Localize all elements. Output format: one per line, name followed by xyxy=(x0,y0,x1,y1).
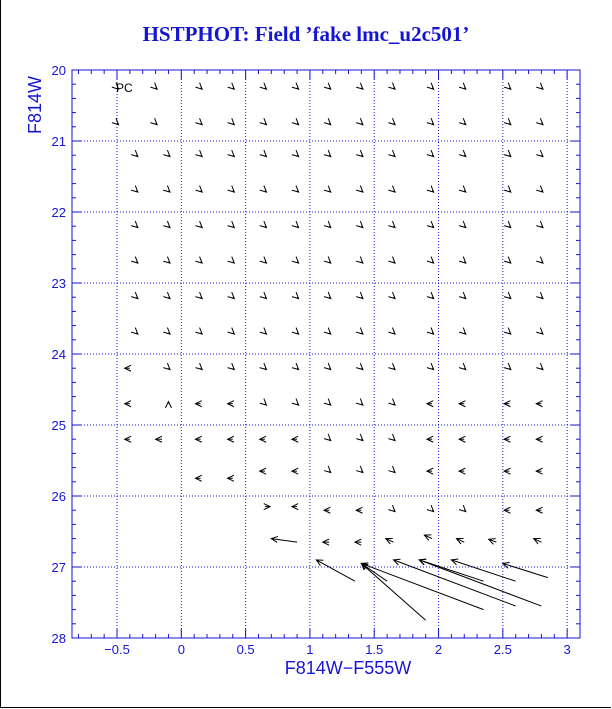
vector-arrow xyxy=(419,559,483,581)
vector-arrow xyxy=(504,363,511,370)
vector-arrow xyxy=(260,221,267,228)
vector-arrow xyxy=(427,150,434,157)
vector-arrow xyxy=(195,436,201,442)
vector-arrow xyxy=(316,560,355,581)
vector-arrow xyxy=(459,186,466,193)
vector-arrow xyxy=(388,434,395,441)
vector-arrow xyxy=(536,292,543,299)
x-tick-label: −0.5 xyxy=(104,642,130,657)
vector-arrow xyxy=(260,257,267,264)
vector-arrow xyxy=(459,257,466,264)
vector-arrow xyxy=(536,150,543,157)
vector-arrow xyxy=(427,468,433,474)
vector-arrow xyxy=(427,436,433,442)
vector-arrow xyxy=(427,186,434,193)
vector-arrow xyxy=(536,257,543,264)
vector-arrow xyxy=(195,150,202,157)
vector-arrow xyxy=(534,538,542,544)
vector-arrow xyxy=(228,328,235,335)
vector-arrow xyxy=(195,221,202,228)
vector-arrow xyxy=(112,118,119,125)
vector-arrow xyxy=(536,328,543,335)
vector-arrow xyxy=(163,221,170,228)
vector-arrow xyxy=(195,328,202,335)
vector-arrow xyxy=(504,328,511,335)
vector-arrow xyxy=(536,468,542,474)
vector-arrow xyxy=(356,150,363,157)
vector-arrow xyxy=(195,83,202,90)
vector-arrow xyxy=(324,363,331,370)
vector-arrow xyxy=(131,221,138,228)
vector-arrow xyxy=(356,328,363,335)
panel-label: PC xyxy=(116,81,133,95)
vector-shaft xyxy=(361,563,387,581)
vector-arrow xyxy=(457,538,465,544)
vector-arrow xyxy=(271,536,297,542)
vector-arrow xyxy=(292,504,298,510)
vector-arrow xyxy=(260,150,267,157)
vector-arrow xyxy=(163,292,170,299)
vector-arrow xyxy=(536,221,543,228)
vector-arrow xyxy=(292,468,298,474)
x-tick-label: 3 xyxy=(563,642,571,657)
vector-arrow xyxy=(292,186,299,193)
vector-arrow xyxy=(292,257,299,264)
vector-arrow xyxy=(292,363,299,370)
vector-arrow xyxy=(228,150,235,157)
vector-arrow xyxy=(388,363,395,370)
y-tick-label: 27 xyxy=(51,560,66,575)
vector-arrow xyxy=(504,186,511,193)
vector-arrow xyxy=(324,150,331,157)
vector-arrow xyxy=(292,118,299,125)
vector-arrow xyxy=(427,118,434,125)
vector-arrow xyxy=(503,562,548,577)
vector-shaft xyxy=(419,560,483,581)
vector-arrow xyxy=(356,118,363,125)
vector-arrow xyxy=(195,363,202,370)
x-tick-label: 0 xyxy=(177,642,185,657)
vector-arrow xyxy=(504,468,510,474)
vector-arrow xyxy=(228,401,234,407)
vector-arrow xyxy=(292,150,299,157)
vector-arrow xyxy=(451,559,515,581)
vector-arrow xyxy=(361,563,483,610)
x-tick-label: 1 xyxy=(306,642,314,657)
vector-arrow xyxy=(163,186,170,193)
vector-arrow xyxy=(163,150,170,157)
vector-arrow xyxy=(388,292,395,299)
vector-arrow xyxy=(427,505,434,512)
vector-arrow xyxy=(264,504,270,510)
vector-arrow xyxy=(195,401,201,407)
vector-arrow xyxy=(536,363,543,370)
vector-arrow xyxy=(504,221,511,228)
vector-arrow xyxy=(388,328,395,335)
vector-arrow xyxy=(131,328,138,335)
vector-arrow xyxy=(165,402,171,408)
x-axis-title: F814W−F555W xyxy=(284,658,412,678)
vector-arrow xyxy=(131,292,138,299)
vector-arrow xyxy=(386,538,394,544)
vector-arrow xyxy=(427,363,434,370)
vector-arrow xyxy=(459,221,466,228)
vector-shaft xyxy=(361,563,425,620)
vector-arrow xyxy=(228,475,234,481)
vector-arrow xyxy=(356,257,363,264)
vector-arrow xyxy=(388,83,395,90)
vector-arrow xyxy=(260,328,267,335)
vector-arrow xyxy=(388,257,395,264)
x-tick-label: 2 xyxy=(434,642,443,657)
vector-arrow xyxy=(125,401,131,407)
vector-arrow xyxy=(504,507,510,513)
vector-arrow xyxy=(323,539,329,545)
y-tick-label: 21 xyxy=(51,134,66,149)
vector-arrow xyxy=(388,466,395,473)
vector-arrow xyxy=(260,468,266,474)
vector-arrow xyxy=(504,436,510,442)
vector-arrow xyxy=(260,363,267,370)
vector-arrow xyxy=(324,466,331,473)
vector-arrow xyxy=(459,328,466,335)
axis-ticks xyxy=(52,63,580,657)
vector-arrow xyxy=(459,118,466,125)
vector-arrow xyxy=(228,221,235,228)
vector-arrow xyxy=(260,186,267,193)
vector-arrow xyxy=(228,186,235,193)
y-tick-label: 22 xyxy=(51,205,66,220)
vector-arrow xyxy=(388,118,395,125)
vector-arrow xyxy=(324,83,331,90)
vector-arrow xyxy=(388,150,395,157)
vector-arrow xyxy=(292,83,299,90)
vector-arrow xyxy=(459,292,466,299)
vector-arrow xyxy=(427,221,434,228)
chart-title: HSTPHOT: Field ’fake lmc_u2c501’ xyxy=(142,22,470,46)
vector-arrow xyxy=(356,292,363,299)
vector-arrow xyxy=(260,292,267,299)
vector-arrow xyxy=(356,363,363,370)
vector-arrow xyxy=(228,292,235,299)
y-tick-label: 25 xyxy=(51,418,66,433)
vector-arrow xyxy=(536,436,542,442)
vector-arrow xyxy=(131,150,138,157)
vector-arrow xyxy=(195,186,202,193)
vector-arrow xyxy=(459,83,466,90)
vector-arrow xyxy=(355,539,361,545)
vectors xyxy=(112,83,548,621)
vector-arrow xyxy=(356,83,363,90)
vector-arrow xyxy=(536,186,543,193)
vector-arrow xyxy=(356,466,363,473)
vector-arrow xyxy=(459,436,465,442)
vector-arrow xyxy=(125,436,131,442)
vector-arrow xyxy=(324,328,331,335)
vector-arrow xyxy=(163,363,170,370)
vector-head xyxy=(165,402,171,408)
vector-arrow xyxy=(536,118,543,125)
vector-arrow xyxy=(504,118,511,125)
vector-arrow xyxy=(361,563,387,581)
vector-arrow xyxy=(195,292,202,299)
vector-arrow xyxy=(131,186,138,193)
vector-arrow xyxy=(324,221,331,228)
vector-arrow xyxy=(356,221,363,228)
vector-arrow xyxy=(292,292,299,299)
vector-arrow xyxy=(260,436,266,442)
vector-arrow xyxy=(150,83,157,90)
vector-arrow xyxy=(324,257,331,264)
vector-arrow xyxy=(163,257,170,264)
y-tick-label: 20 xyxy=(51,63,66,78)
y-tick-label: 23 xyxy=(51,276,66,291)
vector-arrow xyxy=(163,328,170,335)
vector-arrow xyxy=(324,186,331,193)
vector-arrow xyxy=(324,399,331,406)
vector-arrow xyxy=(427,83,434,90)
vector-arrow xyxy=(459,505,466,512)
vector-arrow xyxy=(361,563,425,620)
vector-arrow xyxy=(536,507,542,513)
vector-arrow xyxy=(228,257,235,264)
vector-arrow xyxy=(292,399,299,406)
vector-arrow xyxy=(459,363,466,370)
vector-arrow xyxy=(427,401,433,407)
vector-arrow xyxy=(292,221,299,228)
vector-arrow xyxy=(292,328,299,335)
vector-shaft xyxy=(316,560,355,581)
vector-arrow xyxy=(228,83,235,90)
vector-arrow xyxy=(125,365,131,371)
vector-arrow xyxy=(504,401,510,407)
vector-arrow xyxy=(228,436,234,442)
vector-arrow xyxy=(388,399,395,406)
vector-arrow xyxy=(459,468,465,474)
y-tick-label: 26 xyxy=(51,489,66,504)
vector-arrow xyxy=(427,328,434,335)
vector-arrow xyxy=(424,535,432,541)
x-tick-label: 2.5 xyxy=(493,642,512,657)
x-tick-label: 0.5 xyxy=(236,642,255,657)
vector-arrow xyxy=(195,257,202,264)
vector-arrow xyxy=(131,257,138,264)
vector-arrow xyxy=(195,118,202,125)
vector-arrow xyxy=(536,401,542,407)
vector-arrow xyxy=(459,150,466,157)
vector-arrow xyxy=(427,257,434,264)
vector-arrow xyxy=(504,83,511,90)
vector-arrow xyxy=(228,118,235,125)
vector-arrow xyxy=(260,118,267,125)
vector-arrow xyxy=(356,507,362,513)
y-tick-label: 28 xyxy=(51,631,66,646)
vector-arrow xyxy=(427,292,434,299)
vector-shaft xyxy=(503,563,548,577)
y-tick-label: 24 xyxy=(51,347,66,362)
y-axis-title: F814W xyxy=(25,75,45,135)
vector-arrow xyxy=(504,150,511,157)
vector-arrow xyxy=(324,118,331,125)
vector-arrow xyxy=(324,434,331,441)
vector-arrow xyxy=(356,434,363,441)
vector-arrow xyxy=(228,363,235,370)
vector-arrow xyxy=(195,475,201,481)
x-tick-label: 1.5 xyxy=(365,642,384,657)
vector-arrow xyxy=(459,401,465,407)
vector-arrow xyxy=(388,221,395,228)
vector-arrow xyxy=(324,292,331,299)
vector-arrow xyxy=(356,186,363,193)
vector-arrow xyxy=(388,186,395,193)
vector-arrow xyxy=(292,436,298,442)
vector-arrow xyxy=(150,118,157,125)
vector-arrow xyxy=(388,505,395,512)
vector-arrow xyxy=(504,257,511,264)
vector-arrow xyxy=(356,399,363,406)
vector-arrow xyxy=(536,83,543,90)
vector-arrow xyxy=(324,507,330,513)
vector-arrow xyxy=(489,539,497,545)
vector-arrow xyxy=(504,292,511,299)
vector-arrow xyxy=(260,83,267,90)
vector-arrow xyxy=(260,399,267,406)
vector-arrow xyxy=(156,436,162,442)
